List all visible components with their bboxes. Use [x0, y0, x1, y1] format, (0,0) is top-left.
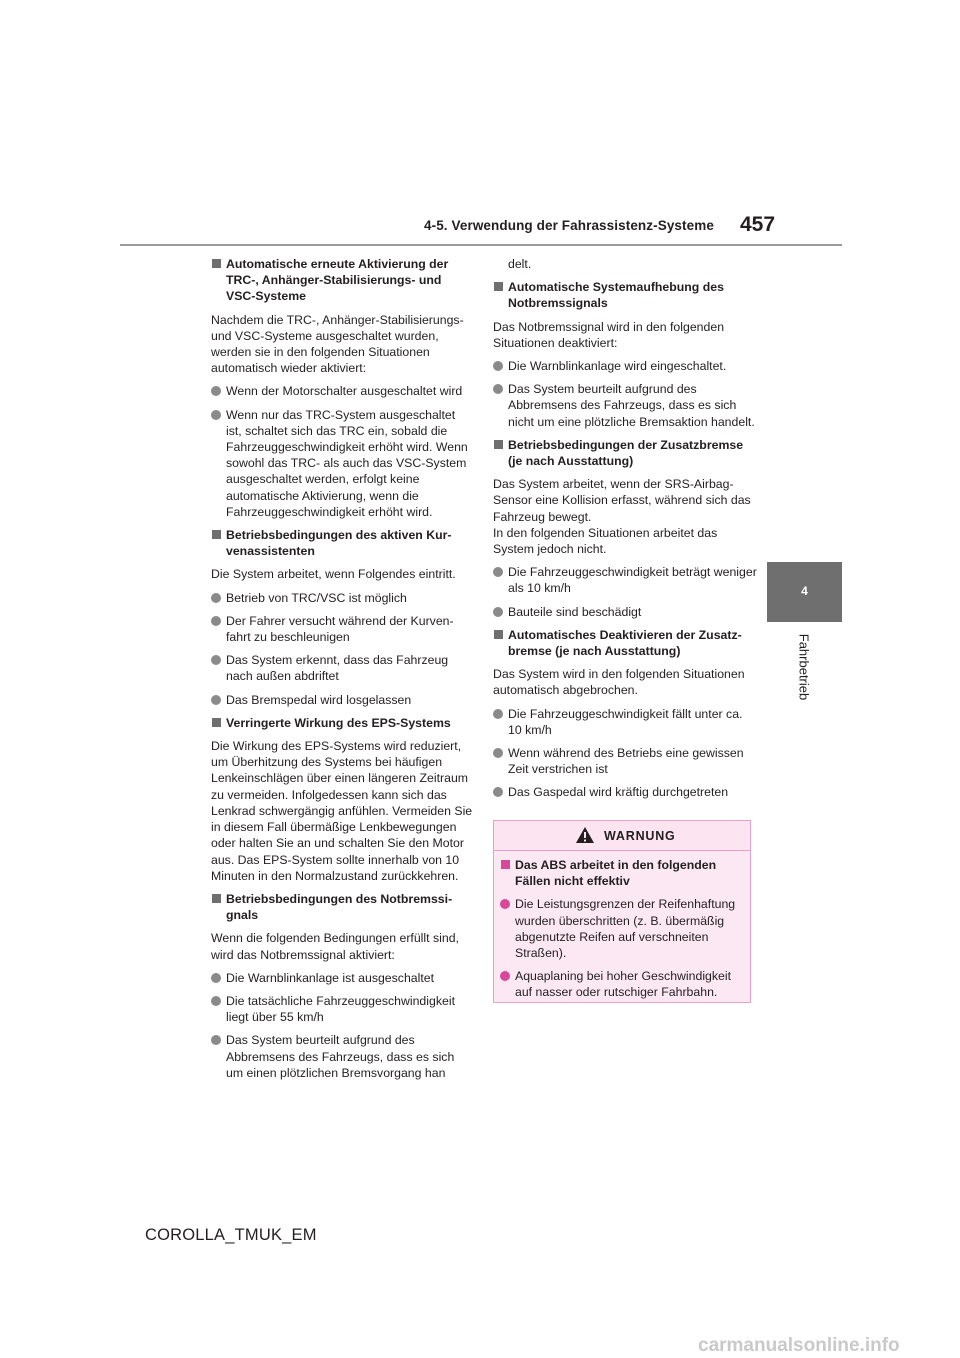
bullet-item: Die Warnblinkanlage ist ausgeschaltet [211, 970, 473, 986]
bullet-item: Wenn der Motorschalter ausgeschaltet wird [211, 383, 473, 399]
paragraph: Das System wird in den folgenden Situationen automatisch abgebrochen. [493, 667, 745, 698]
bullet-item: Der Fahrer versucht während der Kurvenfahrt zu beschleunigen [211, 613, 473, 645]
warning-triangle-icon [575, 826, 595, 844]
watermark-text: carmanualsonline.info [698, 1335, 900, 1356]
right-column [493, 256, 757, 808]
left-column [211, 256, 473, 1088]
section-heading: Betriebsbedingungen des aktiven Kurvenassistenten [211, 527, 473, 559]
bullet-item: Wenn nur das TRC-System ausgeschaltet ist, schaltet sich das TRC ein, sobald die Fahrzeuggeschwindigkeit erhöht wird. Wenn sowohl das TRC- als auch das VSC-System ausgeschaltet werden, erfolgt keine automatische Aktivierung, wenn die Fahrzeuggeschwindigkeit erhöht wird. [211, 407, 473, 520]
bullet-item: Wenn während des Betriebs eine gewissen Zeit verstrichen ist [493, 745, 757, 777]
continued-text: delt. [508, 257, 532, 271]
section-heading: Betriebsbedingungen der Zusatzbremse (je nach Ausstattung) [493, 437, 757, 469]
section-heading: Automatische Systemaufhebung des Notbremssignals [493, 279, 757, 311]
header-divider [120, 244, 842, 246]
document-code: COROLLA_TMUK_EM [145, 1226, 317, 1244]
warning-label: WARNUNG [604, 829, 676, 843]
bullet-item: Die Fahrzeuggeschwindigkeit beträgt weniger als 10 km/h [493, 564, 757, 596]
bullet-item: Bauteile sind beschädigt [493, 604, 757, 620]
bullet-item: Das System beurteilt aufgrund des Abbremsens des Fahrzeugs, dass es sich um einen plötzlichen Bremsvorgang han [211, 1032, 473, 1081]
section-heading: Verringerte Wirkung des EPS-Systems [211, 715, 473, 731]
section-title: 4-5. Verwendung der Fahrassistenz-Systeme [424, 218, 714, 233]
bullet-item: Die Warnblinkanlage wird eingeschaltet. [493, 358, 757, 374]
chapter-number: 4 [801, 584, 808, 598]
page-number: 457 [740, 213, 776, 236]
section-heading: Automatisches Deaktivieren der Zusatzbremse (je nach Ausstattung) [493, 627, 757, 659]
section-heading: Automatische erneute Aktivierung der TRC-, Anhänger-Stabilisierungs- und VSC-Systeme [211, 256, 473, 305]
chapter-tab[interactable] [767, 562, 842, 622]
bullet-item: Betrieb von TRC/VSC ist möglich [211, 590, 473, 606]
warning-bullet: Die Leistungsgrenzen der Reifenhaftung wurden überschritten (z. B. übermäßig abgenutzte Reifen auf verschneiten Straßen). [500, 896, 744, 961]
warning-header [494, 821, 750, 851]
bullet-item: Das System erkennt, dass das Fahrzeug nach außen abdriftet [211, 652, 473, 684]
warning-box [493, 820, 751, 1003]
watermark-logo [692, 1331, 960, 1358]
paragraph: In den folgenden Situationen arbeitet das System jedoch nicht. [493, 525, 718, 557]
bullet-item: Die Fahrzeuggeschwindigkeit fällt unter ca. 10 km/h [493, 706, 757, 738]
bullet-item: Das Gaspedal wird kräftig durchgetreten [493, 784, 757, 800]
bullet-item: Die tatsächliche Fahrzeuggeschwindigkeit liegt über 55 km/h [211, 993, 473, 1025]
chapter-label-text: Fahrbetrieb [796, 633, 812, 701]
chapter-label [796, 632, 812, 702]
paragraph: Die System arbeitet, wenn Folgendes eintritt. [211, 567, 456, 582]
section-heading: Betriebsbedingungen des Notbremssignals [211, 891, 473, 923]
paragraph: Nachdem die TRC-, Anhänger-Stabilisierungs- und VSC-Systeme ausgeschaltet wurden, werden sie in den folgenden Situationen automatisch wieder aktiviert: [211, 312, 464, 376]
paragraph: Wenn die folgenden Bedingungen erfüllt sind, wird das Notbremssignal aktiviert: [211, 931, 459, 962]
warning-bullet: Aquaplaning bei hoher Geschwindigkeit auf nasser oder rutschiger Fahrbahn. [500, 968, 744, 1000]
paragraph: Das System arbeitet, wenn der SRS-Airbag-Sensor eine Kollision erfasst, während sich das Fahrzeug bewegt. [493, 477, 751, 524]
bullet-item: Das System beurteilt aufgrund des Abbremsens des Fahrzeugs, dass es sich nicht um eine plötzliche Bremsaktion handelt. [493, 381, 757, 430]
warning-heading: Das ABS arbeitet in den folgenden Fällen nicht effektiv [500, 857, 744, 889]
paragraph: Die Wirkung des EPS-Systems wird reduziert, um Überhitzung des Systems bei häufigen Lenkeinschlägen über einen längeren Zeitraum zu vermeiden. Infolgedessen kann sich das Lenkrad schwergängig anfühlen. Vermeiden Sie in diesem Fall übermäßige Lenkbewegungen oder halten Sie an und schalten Sie den Motor aus. Das EPS-System sollte innerhalb von 10 Minuten in den Normalzustand zurückkehren. [211, 739, 473, 883]
warning-body [500, 857, 744, 1008]
bullet-item: Das Bremspedal wird losgelassen [211, 692, 473, 708]
paragraph: Das Notbremssignal wird in den folgenden Situationen deaktiviert: [493, 319, 725, 350]
